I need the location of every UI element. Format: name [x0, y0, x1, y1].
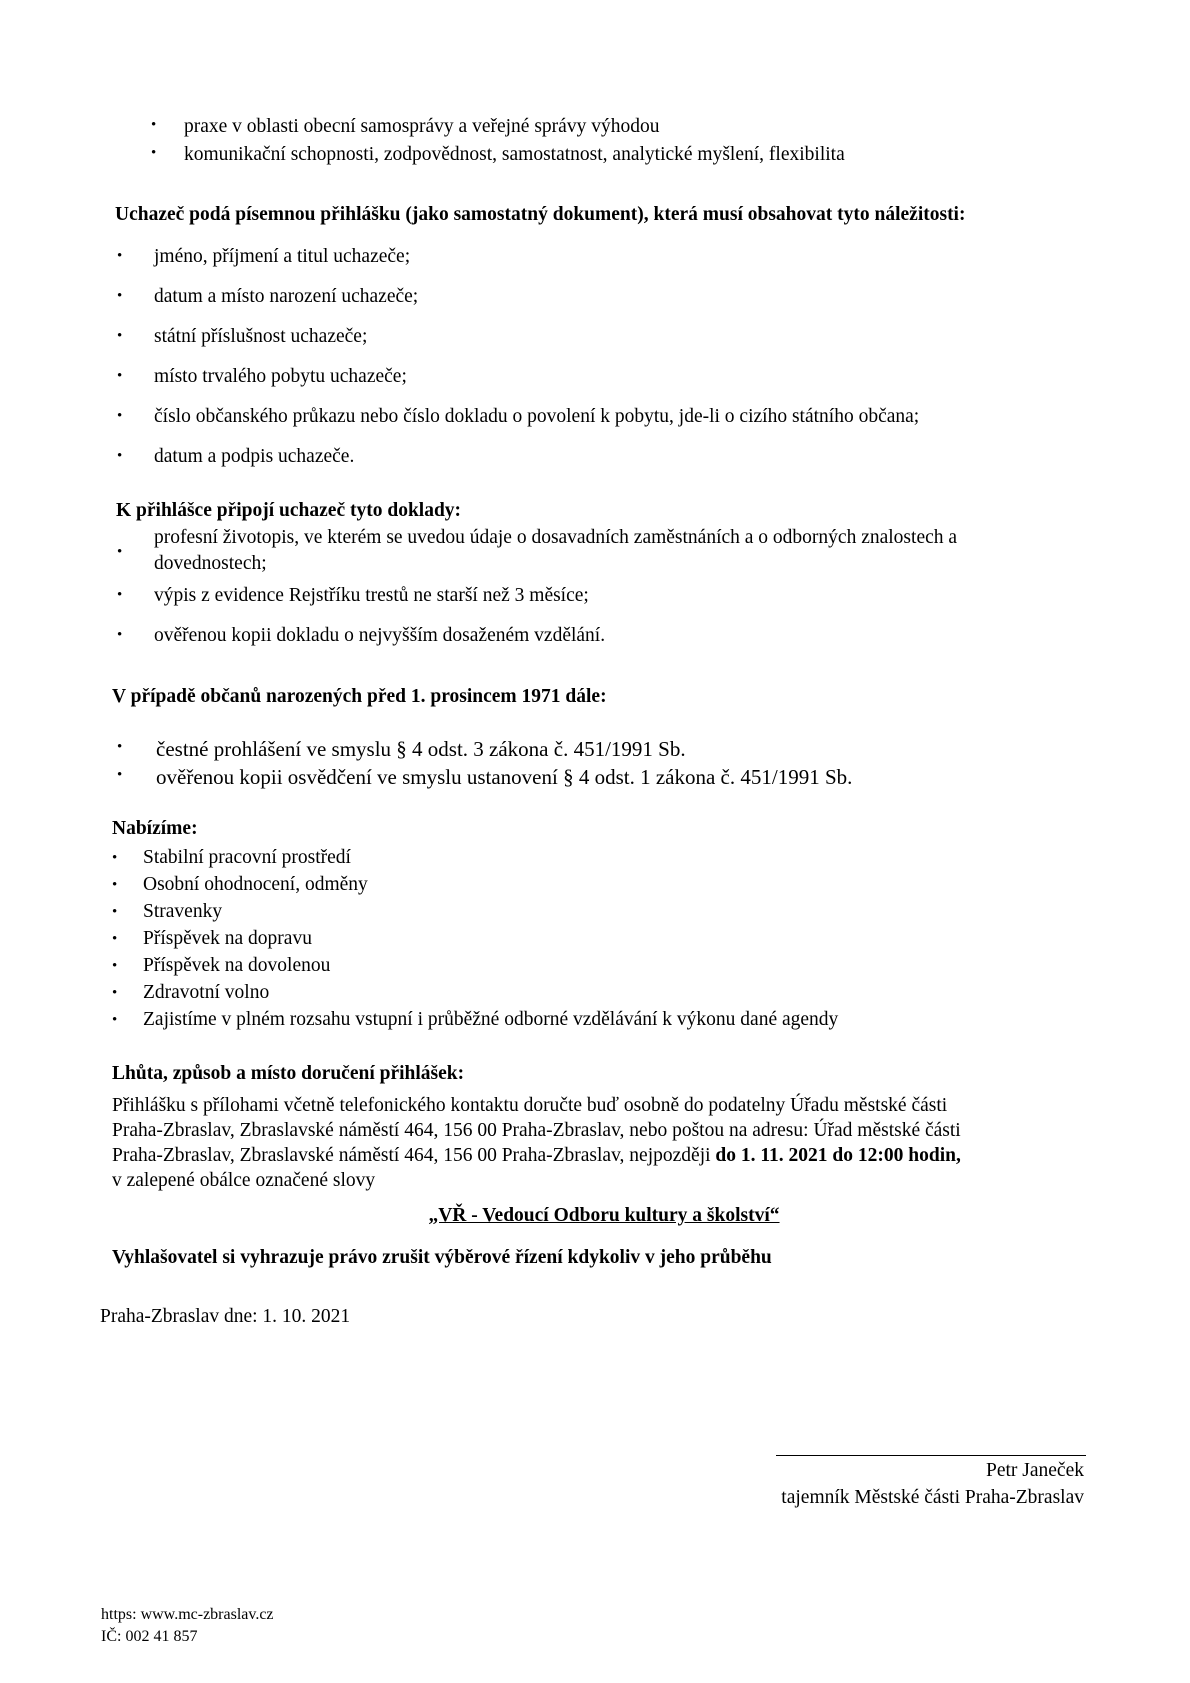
list-item-text: výpis z evidence Rejstříku trestů ne starší než 3 měsíce;	[154, 585, 589, 606]
list-item: • datum a místo narození uchazeče;	[117, 286, 419, 307]
list-item-text: dovednostech;	[154, 553, 267, 574]
pre1971-heading: V případě občanů narozených před 1. prosincem 1971 dále:	[112, 686, 607, 707]
deadline-line: v zalepené obálce označené slovy	[112, 1170, 376, 1191]
list-item: • číslo občanského průkazu nebo číslo dokladu o povolení k pobytu, jde-li o cizího státního občana;	[117, 406, 920, 427]
list-item: • komunikační schopnosti, zodpovědnost, samostatnost, analytické myšlení, flexibilita	[151, 144, 845, 165]
list-item-text: Zdravotní volno	[143, 982, 270, 1003]
list-item-text: komunikační schopnosti, zodpovědnost, samostatnost, analytické myšlení, flexibilita	[184, 144, 845, 165]
list-item: • Stabilní pracovní prostředí	[112, 847, 351, 868]
list-item-text: datum a podpis uchazeče.	[154, 446, 355, 467]
list-item-text: ověřenou kopii osvědčení ve smyslu ustanovení § 4 odst. 1 zákona č. 451/1991 Sb.	[156, 765, 853, 789]
deadline-heading: Lhůta, způsob a místo doručení přihlášek:	[112, 1063, 465, 1084]
list-item: • čestné prohlášení ve smyslu § 4 odst. 3 zákona č. 451/1991 Sb.	[117, 737, 686, 761]
list-item-text: datum a místo narození uchazeče;	[154, 286, 419, 307]
list-item-text: praxe v oblasti obecní samosprávy a veřejné správy výhodou	[184, 116, 660, 137]
pre1971-list	[117, 737, 853, 793]
list-item: • ověřenou kopii osvědčení ve smyslu ustanovení § 4 odst. 1 zákona č. 451/1991 Sb.	[117, 765, 853, 789]
envelope-label-text: „VŘ - Vedoucí Odboru kultury a školství“	[428, 1205, 780, 1226]
envelope-label	[0, 1205, 1190, 1227]
list-item-text: číslo občanského průkazu nebo číslo dokladu o povolení k pobytu, jde-li o cizího státního občana;	[154, 406, 920, 427]
list-item-text: Stabilní pracovní prostředí	[143, 847, 351, 868]
list-item: • Osobní ohodnocení, odměny	[112, 874, 368, 895]
top-list	[151, 116, 845, 172]
deadline-line: Praha-Zbraslav, Zbraslavské náměstí 464, 156 00 Praha-Zbraslav, nebo poštou na adresu: Úřad městské části	[112, 1120, 961, 1141]
list-item-text: Osobní ohodnocení, odměny	[143, 874, 368, 895]
deadline-paragraph	[112, 1093, 1097, 1193]
list-item: • výpis z evidence Rejstříku trestů ne starší než 3 měsíce;	[117, 585, 589, 606]
reservation-note: Vyhlašovatel si vyhrazuje právo zrušit výběrové řízení kdykoliv v jeho průběhu	[112, 1247, 772, 1268]
offer-heading: Nabízíme:	[112, 818, 198, 839]
list-item-text: Stravenky	[143, 901, 223, 922]
deadline-date: do 1. 11. 2021 do 12:00 hodin,	[715, 1145, 961, 1166]
list-item: • jméno, příjmení a titul uchazeče;	[117, 246, 411, 267]
list-item: • Příspěvek na dovolenou	[112, 955, 331, 976]
list-item: • Zajistíme v plném rozsahu vstupní i průběžné odborné vzdělávání k výkonu dané agendy	[112, 1009, 839, 1030]
list-item-text: čestné prohlášení ve smyslu § 4 odst. 3 zákona č. 451/1991 Sb.	[156, 737, 686, 761]
application-heading: Uchazeč podá písemnou přihlášku (jako samostatný dokument), která musí obsahovat tyto náležitosti:	[115, 204, 966, 225]
documents-list	[117, 585, 606, 665]
list-item-text: profesní životopis, ve kterém se uvedou údaje o dosavadních zaměstnáních a o odborných znalostech a	[154, 527, 958, 548]
list-item-text: státní příslušnost uchazeče;	[154, 326, 368, 347]
list-item: • ověřenou kopii dokladu o nejvyšším dosaženém vzdělání.	[117, 625, 606, 646]
list-item-text: Příspěvek na dovolenou	[143, 955, 331, 976]
list-item-text: Příspěvek na dopravu	[143, 928, 312, 949]
list-item: • státní příslušnost uchazeče;	[117, 326, 368, 347]
footer-ico: IČ: 002 41 857	[101, 1628, 198, 1645]
list-item: • Stravenky	[112, 901, 223, 922]
list-item-text: místo trvalého pobytu uchazeče;	[154, 366, 407, 387]
documents-heading: K přihlášce připojí uchazeč tyto doklady:	[116, 500, 462, 521]
documents-item-1: • profesní životopis, ve kterém se uvedou údaje o dosavadních zaměstnáních a o odborných znalostech a dovednostech;	[154, 525, 957, 577]
footer	[101, 1604, 274, 1648]
deadline-line: Přihlášku s přílohami včetně telefonického kontaktu doručte buď osobně do podatelny Úřadu městské části	[112, 1095, 948, 1116]
signatory-title: tajemník Městské části Praha-Zbraslav	[781, 1487, 1084, 1508]
signature-block	[781, 1457, 1084, 1511]
offer-list	[112, 844, 839, 1033]
deadline-text: Praha-Zbraslav, Zbraslavské náměstí 464, 156 00 Praha-Zbraslav, nejpozději	[112, 1145, 716, 1166]
list-item: • Zdravotní volno	[112, 982, 270, 1003]
signature-line	[776, 1455, 1086, 1456]
list-item-text: ověřenou kopii dokladu o nejvyšším dosaženém vzdělání.	[154, 625, 606, 646]
date-line: Praha-Zbraslav dne: 1. 10. 2021	[100, 1306, 351, 1327]
signatory-name: Petr Janeček	[986, 1460, 1084, 1481]
list-item: • Příspěvek na dopravu	[112, 928, 312, 949]
list-item: • místo trvalého pobytu uchazeče;	[117, 366, 407, 387]
footer-web: https: www.mc-zbraslav.cz	[101, 1606, 274, 1623]
list-item-text: Zajistíme v plném rozsahu vstupní i průběžné odborné vzdělávání k výkonu dané agendy	[143, 1009, 839, 1030]
list-item-text: jméno, příjmení a titul uchazeče;	[154, 246, 411, 267]
application-list	[117, 246, 920, 486]
list-item: • datum a podpis uchazeče.	[117, 446, 355, 467]
list-item: • praxe v oblasti obecní samosprávy a veřejné správy výhodou	[151, 116, 660, 137]
deadline-line	[112, 1143, 1097, 1168]
